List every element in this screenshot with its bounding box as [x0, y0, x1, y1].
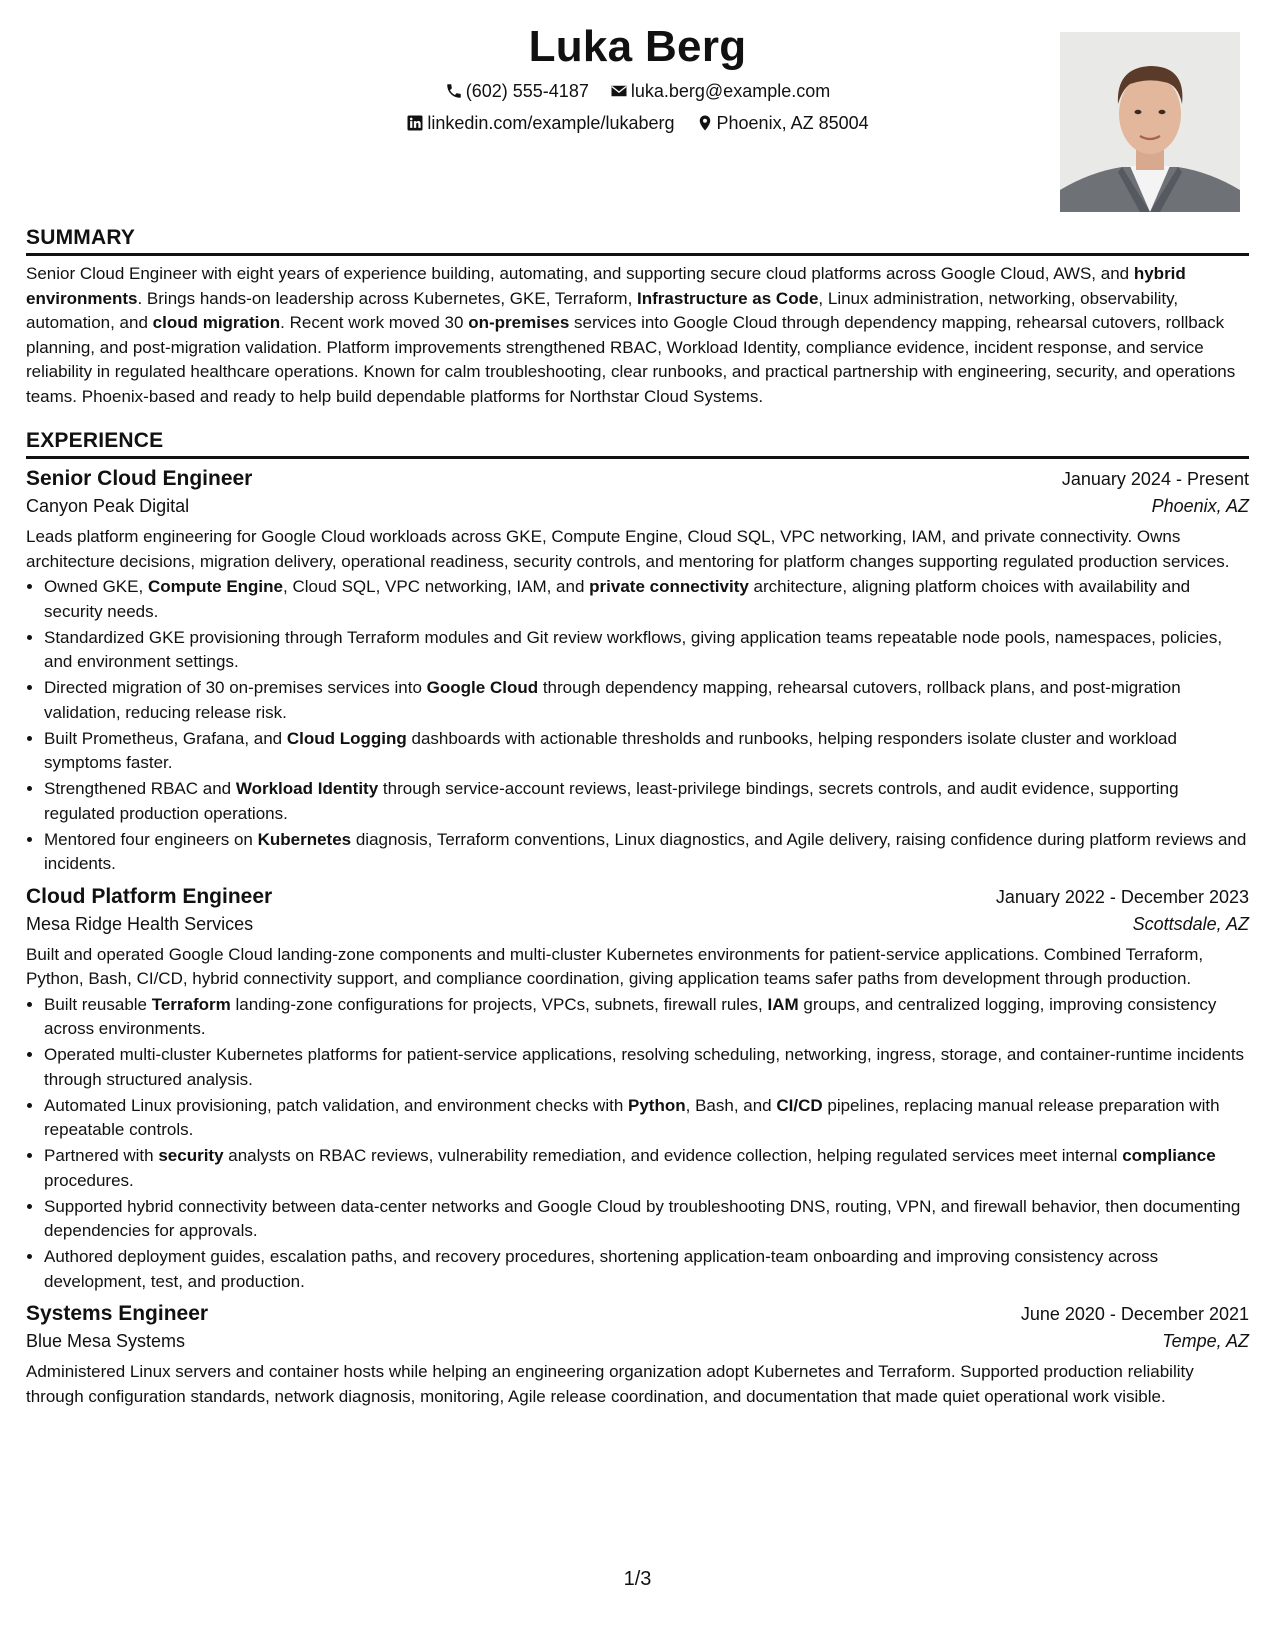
job-title: Systems Engineer [26, 1302, 209, 1325]
job-company-row [26, 496, 1249, 517]
job-bullets [26, 993, 1249, 1295]
bold-text: Terraform [151, 994, 231, 1014]
job-company: Mesa Ridge Health Services [26, 913, 254, 934]
email-address: luka.berg@example.com [630, 80, 831, 101]
job-bullets [26, 575, 1249, 877]
job-location: Scottsdale, AZ [1132, 913, 1249, 934]
job-entry [26, 885, 1249, 1295]
summary-heading: SUMMARY [26, 226, 1249, 256]
envelope-icon [610, 81, 631, 101]
text-run: procedures. [44, 1170, 134, 1190]
bold-text: compliance [1122, 1146, 1216, 1165]
job-location: Tempe, AZ [1162, 1331, 1249, 1351]
job-title: Cloud Platform Engineer [26, 884, 273, 908]
text-run: diagnosis, Terraform conventions, Linux diagnostics, and Agile delivery, raising confidence during platform reviews and incidents. [44, 829, 1247, 873]
resume-header [0, 20, 1275, 210]
text-run: Built reusable [44, 994, 152, 1014]
job-location: Phoenix, AZ [1151, 496, 1249, 516]
job-company: Canyon Peak Digital [26, 496, 190, 516]
linkedin-url: linkedin.com/example/lukaberg [427, 112, 675, 133]
text-run: services into Google Cloud through dependency mapping, rehearsal cutovers, rollback planning, and post-migration validation. Platform improvements strengthened RBAC, Workload Identity, compliance evidence, incident response, and service reliability in regulated healthcare operations. Known for calm troubleshooting, clear runbooks, and practical partnership with engineering, security, and operations teams. Phoenix-based and ready to help build dependable platforms for Northstar Cloud Systems. [26, 313, 1236, 406]
location-text: Phoenix, AZ 85004 [716, 112, 869, 133]
profile-photo [1060, 32, 1240, 212]
bullet-item [44, 1043, 1249, 1092]
text-run: . Recent work moved 30 [280, 313, 469, 332]
job-company: Blue Mesa Systems [26, 1331, 186, 1351]
bold-text: Google Cloud [426, 678, 539, 697]
bold-text: Cloud Logging [286, 728, 407, 748]
map-pin-icon [696, 113, 717, 133]
job-summary: Administered Linux servers and container hosts while helping an engineering organization adopt Kubernetes and Terraform. Supported production reliability through configuration standards, network diagnosis, monitoring, Agile release coordination, and documentation that made quiet operational work visible. [26, 1362, 1194, 1406]
job-dates: June 2020 - December 2021 [1020, 1304, 1249, 1324]
job-header-row [26, 885, 1249, 909]
bold-text: hybrid environments [26, 264, 1186, 308]
text-run: architecture, aligning platform choices with availability and security needs. [44, 577, 1191, 621]
bold-text: Infrastructure as Code [637, 288, 819, 308]
bullet-item [44, 727, 1249, 776]
text-run: Senior Cloud Engineer with eight years of experience building, automating, and supporting secure cloud platforms across Google Cloud, AWS, and [26, 264, 1134, 283]
text-run: Built Prometheus, Grafana, and [44, 728, 287, 748]
bold-text: Compute Engine [147, 577, 283, 596]
text-run: Mentored four engineers on [44, 829, 258, 849]
bold-text: CI/CD [776, 1095, 823, 1115]
job-summary: Built and operated Google Cloud landing-zone components and multi-cluster Kubernetes environments for patient-service applications. Combined Terraform, Python, Bash, CI/CD, hybrid connectivity support, and compliance coordination, giving application teams safer paths from development through production. [26, 944, 1204, 988]
location-contact [696, 113, 869, 134]
bullet-item [44, 777, 1249, 826]
summary-paragraph [26, 262, 1249, 409]
linkedin-icon [406, 113, 427, 133]
bullet-item [44, 1144, 1249, 1193]
text-run: , Bash, and [685, 1095, 777, 1115]
bullet-item [44, 626, 1249, 675]
phone-contact [445, 81, 589, 102]
email-contact [610, 81, 830, 102]
text-run: Directed migration of 30 on-premises services into [44, 678, 427, 697]
bullet-item [44, 676, 1249, 725]
text-run: , Linux administration, networking, observability, automation, and [26, 288, 1179, 332]
job-company-row [26, 914, 1249, 935]
page-number: 1/3 [623, 1568, 652, 1590]
text-run: Standardized GKE provisioning through Terraform modules and Git review workflows, giving application teams repeatable node pools, namespaces, policies, and environment settings. [44, 627, 1223, 671]
linkedin-contact [406, 113, 674, 134]
bullet-item [44, 575, 1249, 624]
text-run: , Cloud SQL, VPC networking, IAM, and [283, 577, 590, 596]
bold-text: on-premises [468, 313, 570, 332]
experience-section [26, 429, 1249, 1409]
text-run: Owned GKE, [44, 577, 148, 596]
bullet-item [44, 1094, 1249, 1143]
text-run: Automated Linux provisioning, patch validation, and environment checks with [44, 1095, 629, 1115]
job-entry [26, 1302, 1249, 1409]
bold-text: Kubernetes [257, 829, 352, 849]
experience-heading: EXPERIENCE [26, 429, 1249, 459]
bold-text: Python [628, 1095, 686, 1115]
job-dates: January 2024 - Present [1061, 469, 1249, 489]
bullet-item [44, 1245, 1249, 1294]
text-run: analysts on RBAC reviews, vulnerability remediation, and evidence collection, helping regulated services meet internal [223, 1146, 1123, 1165]
text-run: Supported hybrid connectivity between data-center networks and Google Cloud by troubleshooting DNS, routing, VPN, and firewall behavior, then documenting dependencies for approvals. [44, 1196, 1241, 1240]
bold-text: Workload Identity [235, 779, 379, 798]
summary-section [26, 226, 1249, 409]
job-header-row [26, 467, 1249, 491]
candidate-name: Luka Berg [528, 22, 747, 71]
phone-number: (602) 555-4187 [465, 80, 589, 101]
job-title: Senior Cloud Engineer [26, 467, 253, 490]
job-summary: Leads platform engineering for Google Cloud workloads across GKE, Compute Engine, Cloud SQL, VPC networking, IAM, and private connectivity. Owns architecture decisions, migration delivery, operational readiness, security controls, and mentoring for platform changes supporting regulated production services. [26, 527, 1230, 571]
text-run: through dependency mapping, rehearsal cutovers, rollback plans, and post-migration validation, reducing release risk. [44, 678, 1181, 722]
text-run: Authored deployment guides, escalation paths, and recovery procedures, shortening application-team onboarding and improving consistency across development, test, and production. [44, 1247, 1159, 1291]
text-run: Partnered with [44, 1146, 159, 1165]
text-run: Strengthened RBAC and [44, 779, 236, 798]
text-run: dashboards with actionable thresholds and runbooks, helping responders isolate cluster and workload symptoms faster. [44, 728, 1177, 772]
job-entry [26, 467, 1249, 877]
text-run: Operated multi-cluster Kubernetes platforms for patient-service applications, resolving scheduling, networking, ingress, storage, and container-runtime incidents through structured analysis. [44, 1045, 1245, 1089]
text-run: groups, and centralized logging, improving consistency across environments. [44, 994, 1217, 1038]
phone-icon [445, 81, 466, 101]
text-run: pipelines, replacing manual release preparation with repeatable controls. [44, 1095, 1220, 1139]
bold-text: security [158, 1146, 224, 1165]
text-run: through service-account reviews, least-privilege bindings, secrets controls, and audit evidence, supporting regulated production operations. [44, 779, 1179, 823]
text-run: . Brings hands-on leadership across Kubernetes, GKE, Terraform, [137, 288, 638, 308]
bullet-item [44, 1195, 1249, 1244]
resume-content [26, 226, 1249, 1409]
text-run: landing-zone configurations for projects, VPCs, subnets, firewall rules, [230, 994, 768, 1014]
bold-text: cloud migration [152, 313, 281, 332]
job-company-row [26, 1331, 1249, 1352]
bold-text: IAM [767, 994, 799, 1014]
bullet-item [44, 993, 1249, 1042]
bullet-item [44, 828, 1249, 877]
job-dates: January 2022 - December 2023 [995, 886, 1249, 907]
bold-text: private connectivity [589, 577, 749, 596]
job-header-row [26, 1302, 1249, 1326]
